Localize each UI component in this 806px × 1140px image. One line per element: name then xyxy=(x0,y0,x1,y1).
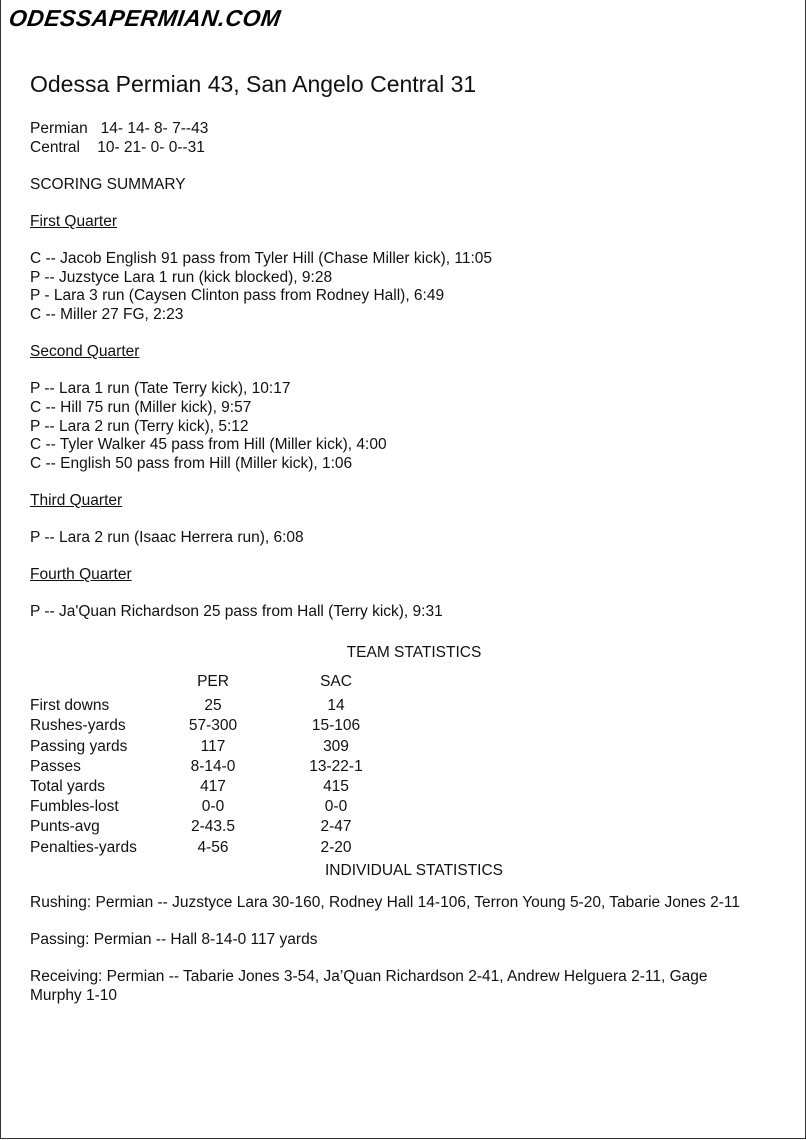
stat-sac: 2-47 xyxy=(320,818,352,836)
scoring-summary-title: SCORING SUMMARY xyxy=(30,175,186,193)
table-row xyxy=(30,716,404,736)
rushing-stats: Rushing: Permian -- Juzstyce Lara 30-160, Rodney Hall 14-106, Terron Young 5-20, Tabarie Jones 2-11 xyxy=(30,893,740,911)
site-logo: ODESSAPERMIAN.COM xyxy=(7,5,283,31)
scoring-play: C -- Miller 27 FG, 2:23 xyxy=(30,305,184,323)
scoring-play: P -- Lara 2 run (Terry kick), 5:12 xyxy=(30,417,249,435)
team-name: Central xyxy=(30,138,80,156)
column-header-per: PER xyxy=(197,673,229,691)
stat-per: 4-56 xyxy=(197,838,229,856)
stat-per: 2-43.5 xyxy=(191,818,235,836)
scoring-play: P - Lara 3 run (Caysen Clinton pass from Rodney Hall), 6:49 xyxy=(30,287,445,305)
table-row xyxy=(30,737,404,757)
stat-per: 0-0 xyxy=(201,798,225,816)
team-name: Permian xyxy=(30,120,88,137)
stat-per: 117 xyxy=(200,737,226,755)
article-body xyxy=(30,70,790,1005)
scoring-play: C -- Jacob English 91 pass from Tyler Hill (Chase Miller kick), 11:05 xyxy=(30,250,492,268)
table-row xyxy=(30,696,404,716)
stat-sac: 2-20 xyxy=(320,838,352,856)
stat-label: Fumbles-lost xyxy=(30,798,119,816)
quarter-heading: Fourth Quarter xyxy=(30,566,132,584)
stat-sac: 309 xyxy=(323,737,349,755)
scoring-play: P -- Juzstyce Lara 1 run (kick blocked), 9:28 xyxy=(30,268,333,286)
team-scores: 14- 14- 8- 7--43 xyxy=(100,120,209,137)
individual-statistics-title: INDIVIDUAL STATISTICS xyxy=(325,861,503,879)
team-statistics-table xyxy=(30,672,404,858)
stat-label: Rushes-yards xyxy=(30,717,126,735)
passing-stats: Passing: Permian -- Hall 8-14-0 117 yards xyxy=(30,931,318,949)
table-row xyxy=(30,777,404,797)
stat-sac: 15-106 xyxy=(311,717,361,735)
stat-per: 417 xyxy=(200,778,226,796)
stat-per: 57-300 xyxy=(188,717,238,735)
table-row xyxy=(30,757,404,777)
quarter-heading: First Quarter xyxy=(30,212,117,230)
linescore-row xyxy=(30,139,790,158)
table-header-row xyxy=(30,672,404,692)
scoring-play: P -- Lara 1 run (Tate Terry kick), 10:17 xyxy=(30,380,291,398)
table-row xyxy=(30,817,404,837)
receiving-stats: Receiving: Permian -- Tabarie Jones 3-54, Ja’Quan Richardson 2-41, Andrew Helguera 2-11, Gage Murphy 1-10 xyxy=(30,968,708,1004)
scoring-play: P -- Lara 2 run (Isaac Herrera run), 6:08 xyxy=(30,529,304,547)
stat-per: 25 xyxy=(204,697,222,715)
stat-sac: 13-22-1 xyxy=(309,757,363,775)
stat-label: Passes xyxy=(30,757,81,775)
scoring-play: C -- Tyler Walker 45 pass from Hill (Miller kick), 4:00 xyxy=(30,436,387,454)
stat-sac: 0-0 xyxy=(324,798,348,816)
stat-label: Passing yards xyxy=(30,737,128,755)
scoring-play: C -- Hill 75 run (Miller kick), 9:57 xyxy=(30,398,252,416)
team-scores: 10- 21- 0- 0--31 xyxy=(97,138,205,156)
table-row xyxy=(30,797,404,817)
stat-label: First downs xyxy=(30,697,110,715)
linescore-row xyxy=(30,120,790,139)
scoring-play: P -- Ja'Quan Richardson 25 pass from Hall (Terry kick), 9:31 xyxy=(30,603,443,621)
stat-label: Total yards xyxy=(30,778,105,796)
stat-sac: 415 xyxy=(323,778,349,796)
table-row xyxy=(30,838,404,858)
stat-sac: 14 xyxy=(327,697,345,715)
stat-label: Penalties-yards xyxy=(30,838,137,856)
quarter-heading: Third Quarter xyxy=(30,491,123,509)
scoring-play: C -- English 50 pass from Hill (Miller kick), 1:06 xyxy=(30,454,353,472)
quarter-heading: Second Quarter xyxy=(30,343,140,361)
stat-per: 8-14-0 xyxy=(190,757,236,775)
column-header-sac: SAC xyxy=(320,673,352,691)
stat-label: Punts-avg xyxy=(30,818,100,836)
linescore xyxy=(30,120,790,157)
team-statistics-title: TEAM STATISTICS xyxy=(346,644,482,662)
headline: Odessa Permian 43, San Angelo Central 31 xyxy=(30,71,477,97)
